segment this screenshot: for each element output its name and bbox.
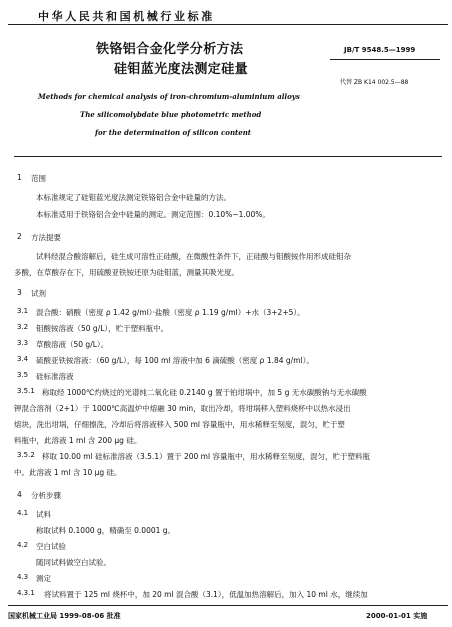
item-4-3-1-number: 4.3.1 <box>17 589 35 597</box>
item-4-2-text: 随同试料做空白试验。 <box>36 558 111 567</box>
section-1-title: 范围 <box>31 174 46 183</box>
title-divider <box>14 156 442 157</box>
item-3-5-2-number: 3.5.2 <box>17 451 35 459</box>
title-line-1: 铁铬铝合金化学分析方法 <box>96 42 244 57</box>
item-3-5-1-number: 3.5.1 <box>17 387 35 395</box>
item-3-5-2-line-2: 中。此溶液 1 ml 含 10 μg 硅。 <box>14 468 122 477</box>
section-1-number: 1 <box>17 173 22 182</box>
item-4-1-text: 称取试料 0.1000 g，精确至 0.0001 g。 <box>36 526 176 535</box>
item-3-5-text: 硅标准溶液 <box>36 372 74 381</box>
item-3-5-1-line-1: 称取经 1000℃灼烧过的光谱纯二氧化硅 0.2140 g 置于铂坩埚中，加 5 g 无水碳酸钠与无水碳酸 <box>42 388 367 397</box>
section-3-title: 试剂 <box>31 289 46 298</box>
item-3-5-1-line-3: 熔块，洗出坩埚，仔细擦洗，冷却后将溶液移入 500 ml 容量瓶中，用水稀释至刻度，混匀，贮于塑 <box>14 420 345 429</box>
item-3-1-text: 混合酸：硝酸（密度 ρ 1.42 g/ml）·盐酸（密度 ρ 1.19 g/ml）+水（3+2+5）。 <box>36 308 305 317</box>
standard-number-rule <box>330 59 440 60</box>
item-3-4-text: 硫酸亚铁铵溶液：（60 g/L），每 100 ml 溶液中加 6 滴硫酸（密度 ρ 1.84 g/ml）。 <box>36 356 314 365</box>
english-title-2: The silicomolybdate blue photometric method <box>80 110 262 119</box>
section-1-para-1: 本标准规定了硅钼蓝光度法测定铁铬铝合金中硅量的方法。 <box>36 193 231 202</box>
header-rule <box>8 24 448 25</box>
english-title-1: Methods for chemical analysis of iron-chromium-aluminium alloys <box>38 92 300 101</box>
section-2-para-1: 试料经混合酸溶解后，硅生成可溶性正硅酸，在微酸性条件下，正硅酸与钼酸铵作用形成硅钼杂 <box>36 252 351 261</box>
item-4-1-title: 试料 <box>36 510 51 519</box>
implementation-date: 2000-01-01 实施 <box>366 612 428 620</box>
replaces-note: 代替 ZB K14 002.5—88 <box>340 79 409 86</box>
section-3-number: 3 <box>17 288 22 297</box>
item-4-2-number: 4.2 <box>17 541 29 549</box>
item-3-5-number: 3.5 <box>17 371 29 379</box>
item-3-5-2-line-1: 移取 10.00 ml 硅标准溶液（3.5.1）置于 200 ml 容量瓶中，用水稀释至刻度，混匀，贮于塑料瓶 <box>42 452 370 461</box>
footer-rule <box>8 605 448 606</box>
item-3-3-text: 草酸溶液（50 g/L）。 <box>36 340 109 349</box>
item-3-2-text: 钼酸铵溶液（50 g/L），贮于塑料瓶中。 <box>36 324 169 333</box>
section-2-number: 2 <box>17 232 22 241</box>
section-4-title: 分析步骤 <box>31 491 61 500</box>
standard-header: 中华人民共和国机械行业标准 <box>38 10 215 23</box>
section-2-title: 方法提要 <box>31 233 61 242</box>
section-2-para-2: 多酸，在草酸存在下，用硫酸亚铁铵还原为硅钼蓝，测量其吸光度。 <box>14 268 239 277</box>
item-3-2-number: 3.2 <box>17 323 29 331</box>
item-4-2-title: 空白试验 <box>36 542 66 551</box>
item-4-1-number: 4.1 <box>17 509 29 517</box>
approval-note: 国家机械工业局 1999-08-06 批准 <box>8 612 121 620</box>
section-1-para-2: 本标准适用于铁铬铝合金中硅量的测定。测定范围：0.10%~1.00%。 <box>36 210 270 219</box>
standard-number: JB/T 9548.5—1999 <box>344 46 416 54</box>
item-3-5-1-line-4: 料瓶中，此溶液 1 ml 含 200 μg 硅。 <box>14 436 142 445</box>
english-title-3: for the determination of silicon content <box>95 128 252 137</box>
title-line-2: 硅钼蓝光度法测定硅量 <box>114 62 249 77</box>
item-4-3-number: 4.3 <box>17 573 29 581</box>
section-4-number: 4 <box>17 490 22 499</box>
item-3-4-number: 3.4 <box>17 355 29 363</box>
item-3-1-number: 3.1 <box>17 307 29 315</box>
item-4-3-1-text: 将试料置于 125 ml 烧杯中，加 20 ml 混合酸（3.1），低温加热溶解后，加入 10 ml 水，继续加 <box>44 590 368 599</box>
item-4-3-title: 测定 <box>36 574 51 583</box>
item-3-3-number: 3.3 <box>17 339 29 347</box>
item-3-5-1-line-2: 钾混合溶剂（2+1）于 1000℃高温炉中熔融 30 min，取出冷却，将坩埚移入塑料烧杯中以热水浸出 <box>14 404 351 413</box>
